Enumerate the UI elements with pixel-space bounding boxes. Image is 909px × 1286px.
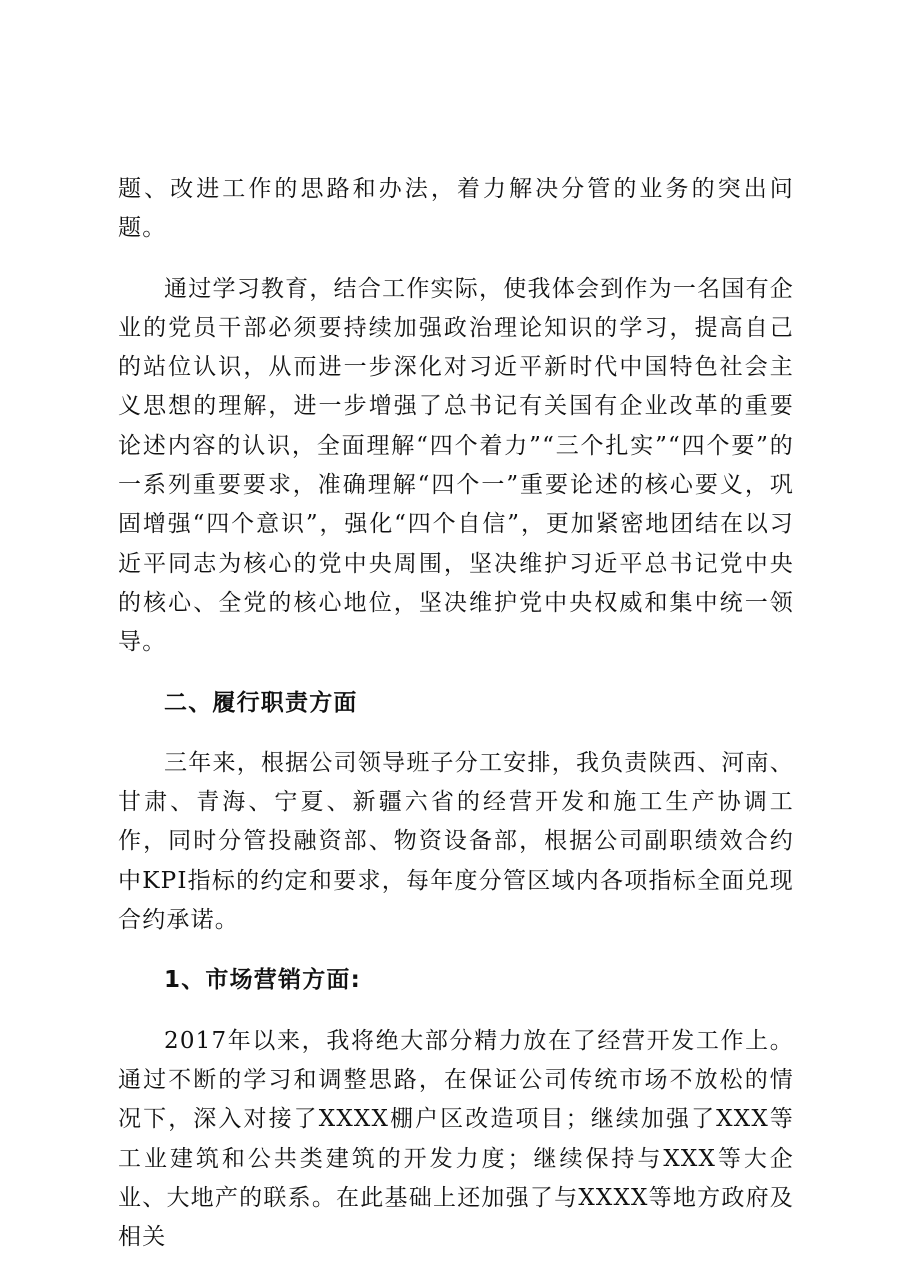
paragraph-duties-overview: 三年来，根据公司领导班子分工安排，我负责陕西、河南、甘肃、青海、宁夏、新疆六省的经营开发和施工生产协调工作，同时分管投融资部、物资设备部，根据公司副职绩效合约中KPI指标的约定和要求，每年度分管区域内各项指标全面兑现合约承诺。 — [118, 749, 794, 934]
document-page — [118, 170, 794, 1257]
paragraph-study-reflection: 通过学习教育，结合工作实际，使我体会到作为一名国有企业的党员干部必须要持续加强政治理论知识的学习，提高自己的站位认识，从而进一步深化对习近平新时代中国特色社会主义思想的理解，进一步增强了总书记有关国有企业改革的重要论述内容的认识，全面理解“四个着力”“三个扎实”“四个要”的一系列重要要求，准确理解“四个一”重要论述的核心要义，巩固增强“四个意识”，强化“四个自信”，更加紧密地团结在以习近平同志为核心的党中央周围，坚决维护习近平总书记党中央的核心、全党的核心地位，坚决维护党中央权威和集中统一领导。 — [118, 275, 794, 656]
paragraph-continued: 题、改进工作的思路和办法，着力解决分管的业务的突出问题。 — [118, 176, 794, 242]
paragraph-marketing: 2017年以来，我将绝大部分精力放在了经营开发工作上。通过不断的学习和调整思路，在保证公司传统市场不放松的情况下，深入对接了XXXX棚户区改造项目；继续加强了XXX等工业建筑和公共类建筑的开发力度；继续保持与XXX等大企业、大地产的联系。在此基础上还加强了与XXXX等地方政府及相关 — [118, 1027, 794, 1251]
section-heading-duties: 二、履行职责方面 — [164, 689, 358, 716]
subsection-heading-marketing: 1、市场营销方面: — [164, 967, 362, 994]
